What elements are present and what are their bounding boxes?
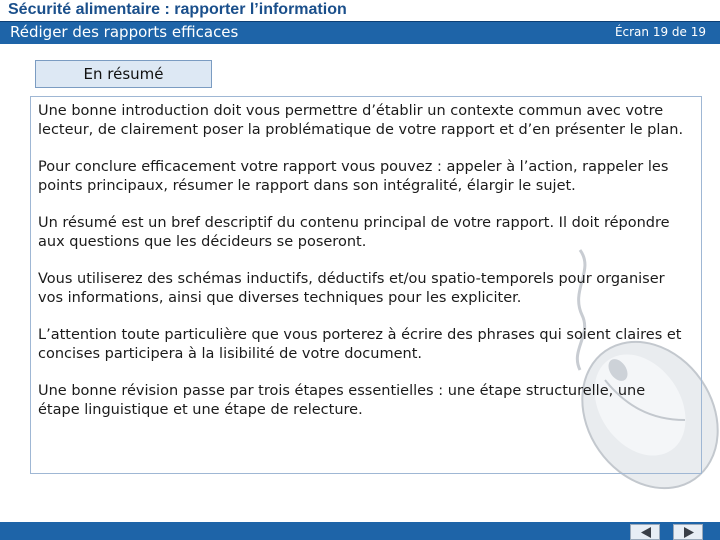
- summary-paragraph-schemas: Vous utiliserez des schémas inductifs, déductifs et/ou spatio-temporels pour organiser vos informations, ainsi que diverses techniques pour les expliciter.: [38, 271, 665, 306]
- summary-heading-label: En résumé: [83, 65, 164, 83]
- next-screen-button[interactable]: [673, 524, 703, 540]
- page-subtitle: Rédiger des rapports efficaces: [10, 23, 239, 41]
- summary-paragraph-phrases: L’attention toute particulière que vous porterez à écrire des phrases qui soient claires et concises participera à la lisibilité de votre document.: [38, 327, 682, 362]
- summary-paragraph-revision: Une bonne révision passe par trois étapes essentielles : une étape structurelle, une étape linguistique et une étape de relecture.: [38, 383, 646, 418]
- summary-content-box: [30, 96, 702, 474]
- summary-paragraph-introduction: Une bonne introduction doit vous permettre d’établir un contexte commun avec votre lecteur, de clairement poser la problématique de votre rapport et d’en présenter le plan.: [38, 103, 684, 138]
- summary-paragraph-conclusion: Pour conclure efficacement votre rapport vous pouvez : appeler à l’action, rappeler les points principaux, résumer le rapport dans son intégralité, élargir le sujet.: [38, 159, 669, 194]
- footer-bar: [0, 522, 720, 540]
- summary-heading-tab: [35, 60, 212, 88]
- subtitle-bar: [0, 21, 720, 44]
- summary-paragraph-resume: Un résumé est un bref descriptif du contenu principal de votre rapport. Il doit répondre aux questions que les décideurs se poseront.: [38, 215, 670, 250]
- arrow-right-icon: [682, 527, 696, 538]
- previous-screen-button[interactable]: [630, 524, 660, 540]
- page-title: Sécurité alimentaire : rapporter l’information: [8, 1, 347, 18]
- title-bar: [0, 0, 720, 21]
- arrow-left-icon: [639, 527, 653, 538]
- screen-counter: Écran 19 de 19: [614, 25, 706, 39]
